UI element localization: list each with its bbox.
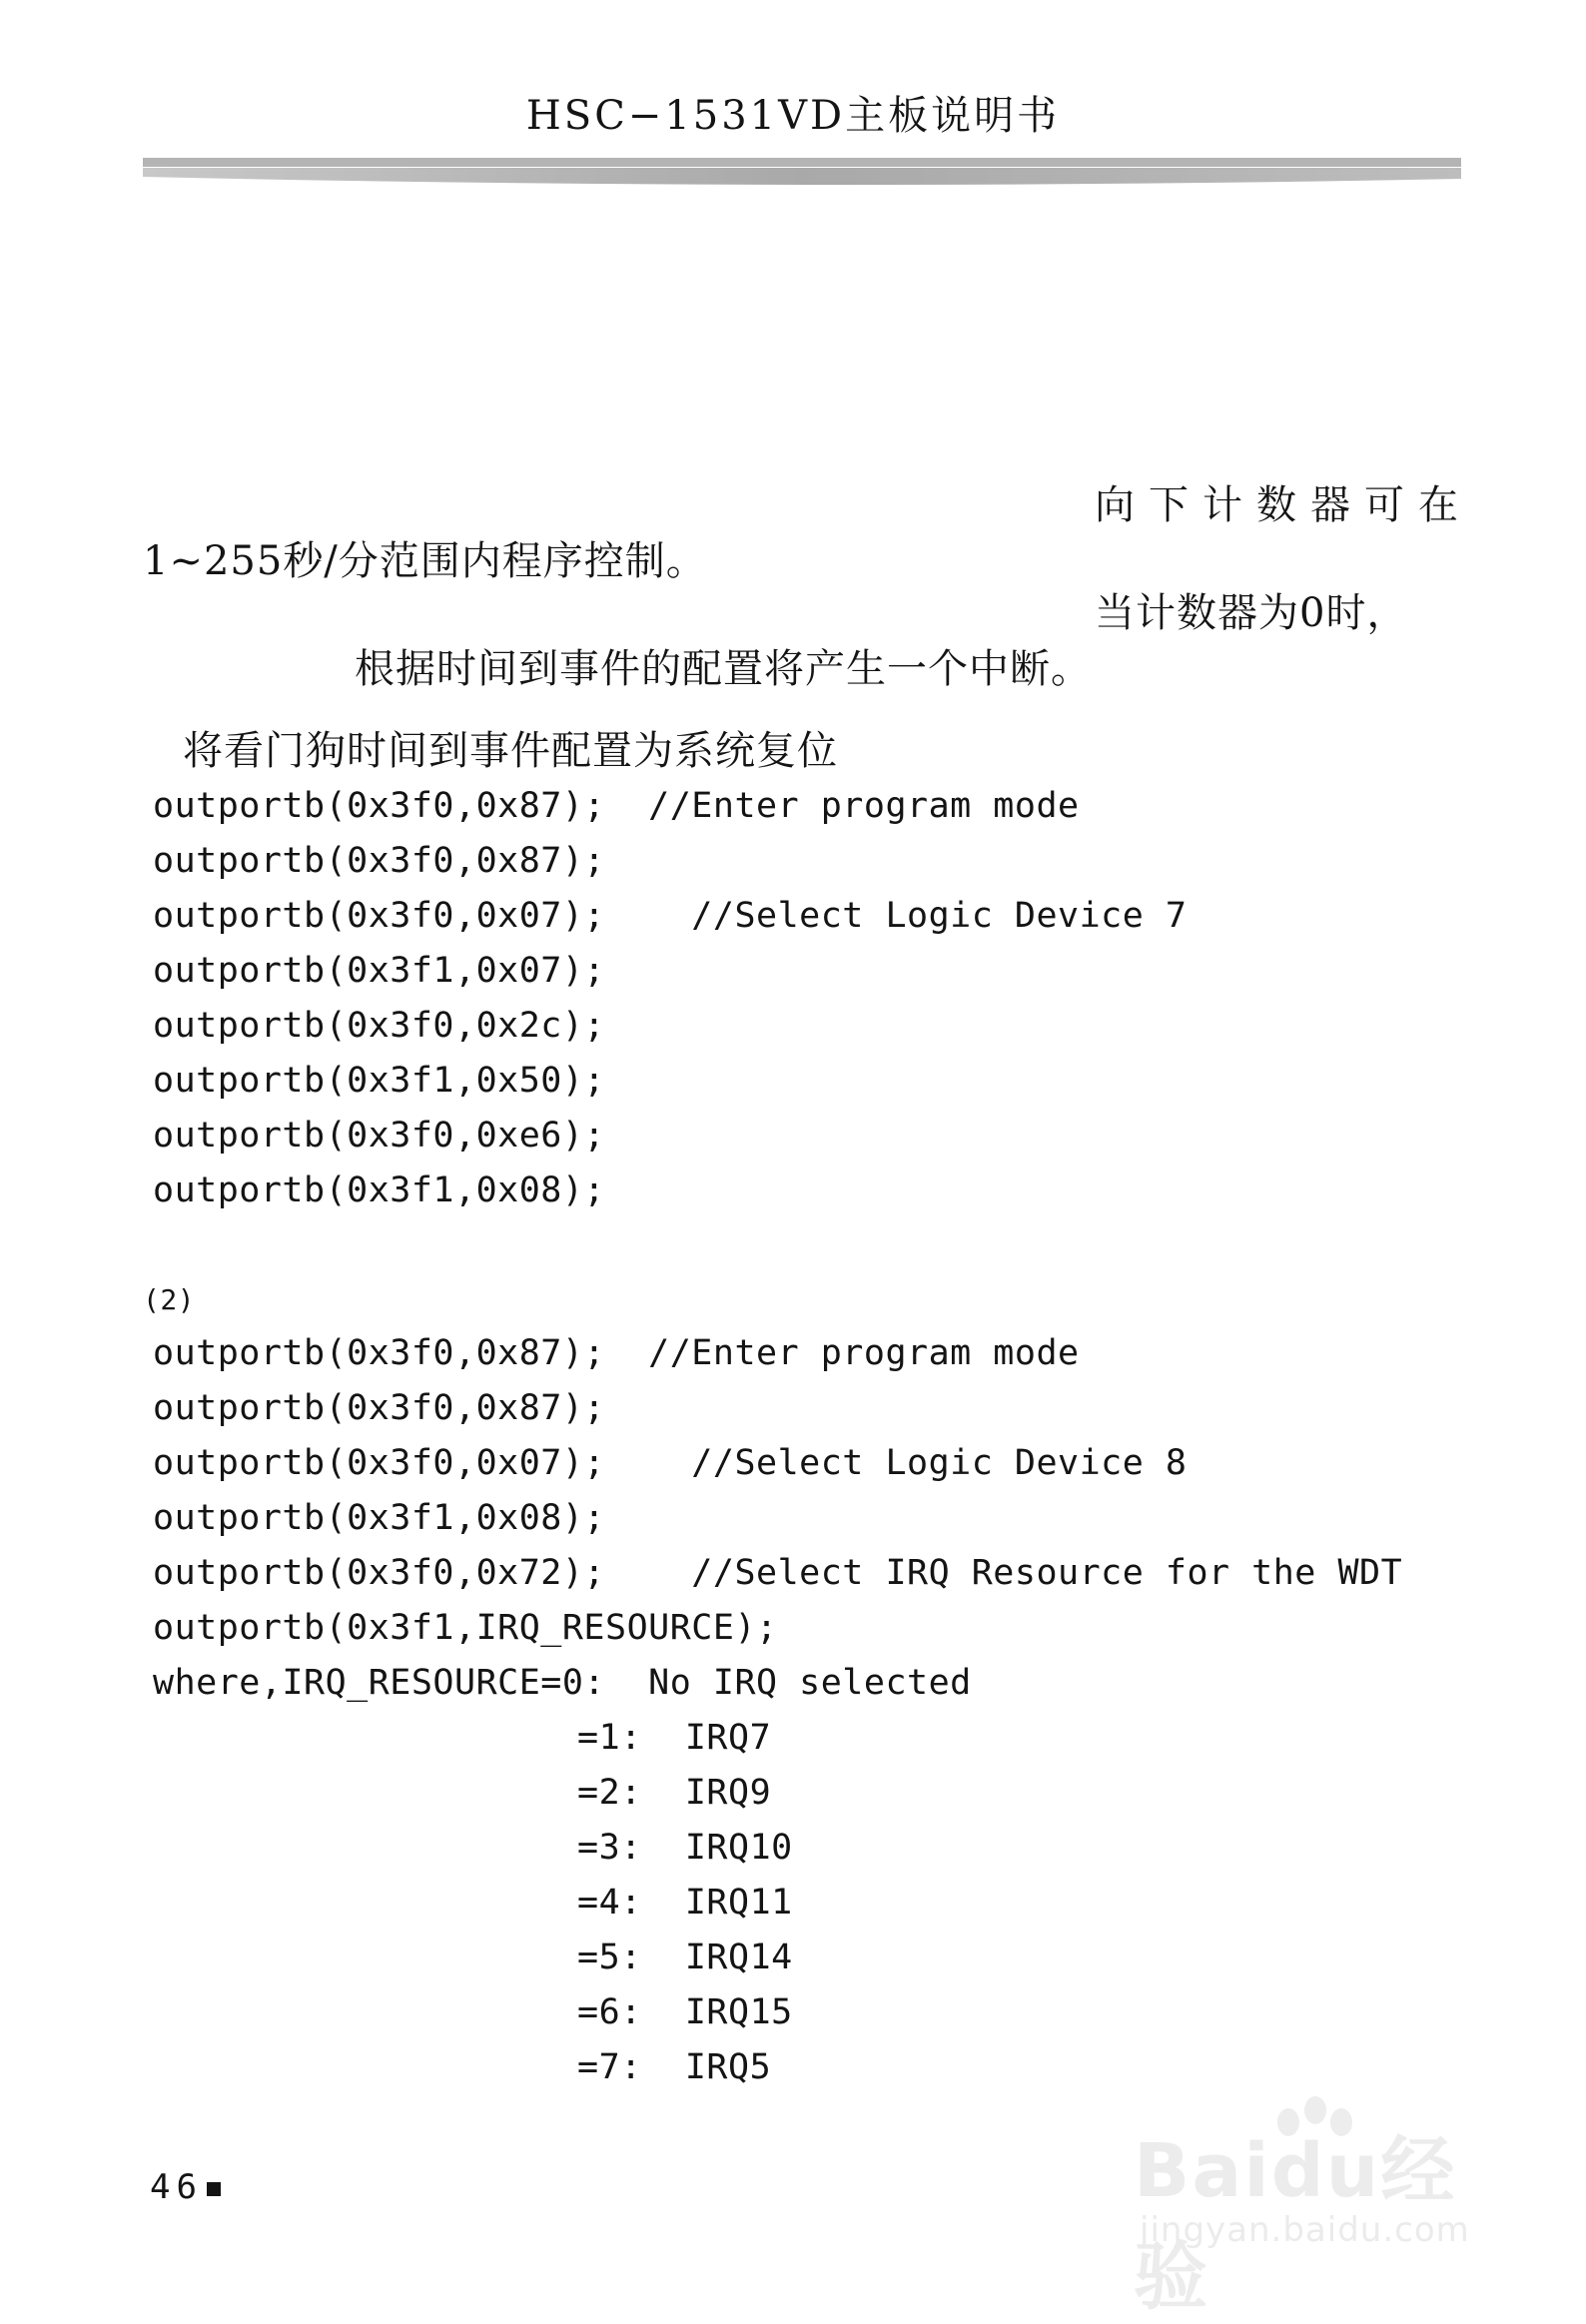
code-line: outportb(0x3f0,0x72); //Select IRQ Resource for the WDT xyxy=(153,1553,1403,1593)
section2-marker: (2) xyxy=(143,1283,196,1316)
square-bullet-icon xyxy=(207,2182,221,2196)
watermark-brand: Baidu经验 xyxy=(1134,2128,1457,2320)
watermark-url: jingyan.baidu.com xyxy=(1140,2210,1470,2250)
code-line: outportb(0x3f0,0x07); //Select Logic Device 7 xyxy=(153,896,1188,936)
code-line: outportb(0x3f0,0x87); xyxy=(153,1388,606,1428)
baidu-watermark xyxy=(1104,2092,1503,2320)
header-title: HSC−1531VD主板说明书 xyxy=(525,93,1061,139)
countdown-text-line2: 1~255秒/分范围内程序控制。 xyxy=(143,538,707,584)
code-line: outportb(0x3f1,IRQ_RESOURCE); xyxy=(153,1608,778,1648)
irq-option: =3: IRQ10 xyxy=(577,1828,793,1868)
code-line: outportb(0x3f1,0x50); xyxy=(153,1061,606,1101)
code-line: outportb(0x3f1,0x07); xyxy=(153,951,606,991)
irq-option: =4: IRQ11 xyxy=(577,1883,793,1923)
code-line: outportb(0x3f0,0x2c); xyxy=(153,1006,606,1046)
irq-option: =1: IRQ7 xyxy=(577,1718,772,1758)
code-line: where,IRQ_RESOURCE=0: No IRQ selected xyxy=(153,1663,972,1703)
code-line: outportb(0x3f1,0x08); xyxy=(153,1498,606,1538)
header-rule xyxy=(143,158,1461,192)
code-line: outportb(0x3f0,0x87); //Enter program mode xyxy=(153,1333,1080,1373)
page-footer xyxy=(150,2167,221,2207)
code-line: outportb(0x3f1,0x08); xyxy=(153,1170,606,1210)
irq-option: =7: IRQ5 xyxy=(577,2047,772,2087)
irq-option: =2: IRQ9 xyxy=(577,1773,772,1813)
code-line: outportb(0x3f0,0x07); //Select Logic Device 8 xyxy=(153,1443,1188,1483)
irq-option: =6: IRQ15 xyxy=(577,1992,793,2032)
code-line: outportb(0x3f0,0x87); //Enter program mode xyxy=(153,786,1080,826)
section1-heading: 将看门狗时间到事件配置为系统复位 xyxy=(183,728,838,774)
timeout-text-line2: 根据时间到事件的配置将产生一个中断。 xyxy=(355,646,1092,692)
countdown-text-line1: 向下计数器可在 xyxy=(1095,482,1472,528)
page-number: 46 xyxy=(150,2167,203,2207)
code-line: outportb(0x3f0,0xe6); xyxy=(153,1116,606,1156)
timeout-text-line1: 当计数器为0时， xyxy=(1095,590,1408,636)
irq-option: =5: IRQ14 xyxy=(577,1937,793,1977)
code-line: outportb(0x3f0,0x87); xyxy=(153,841,606,881)
